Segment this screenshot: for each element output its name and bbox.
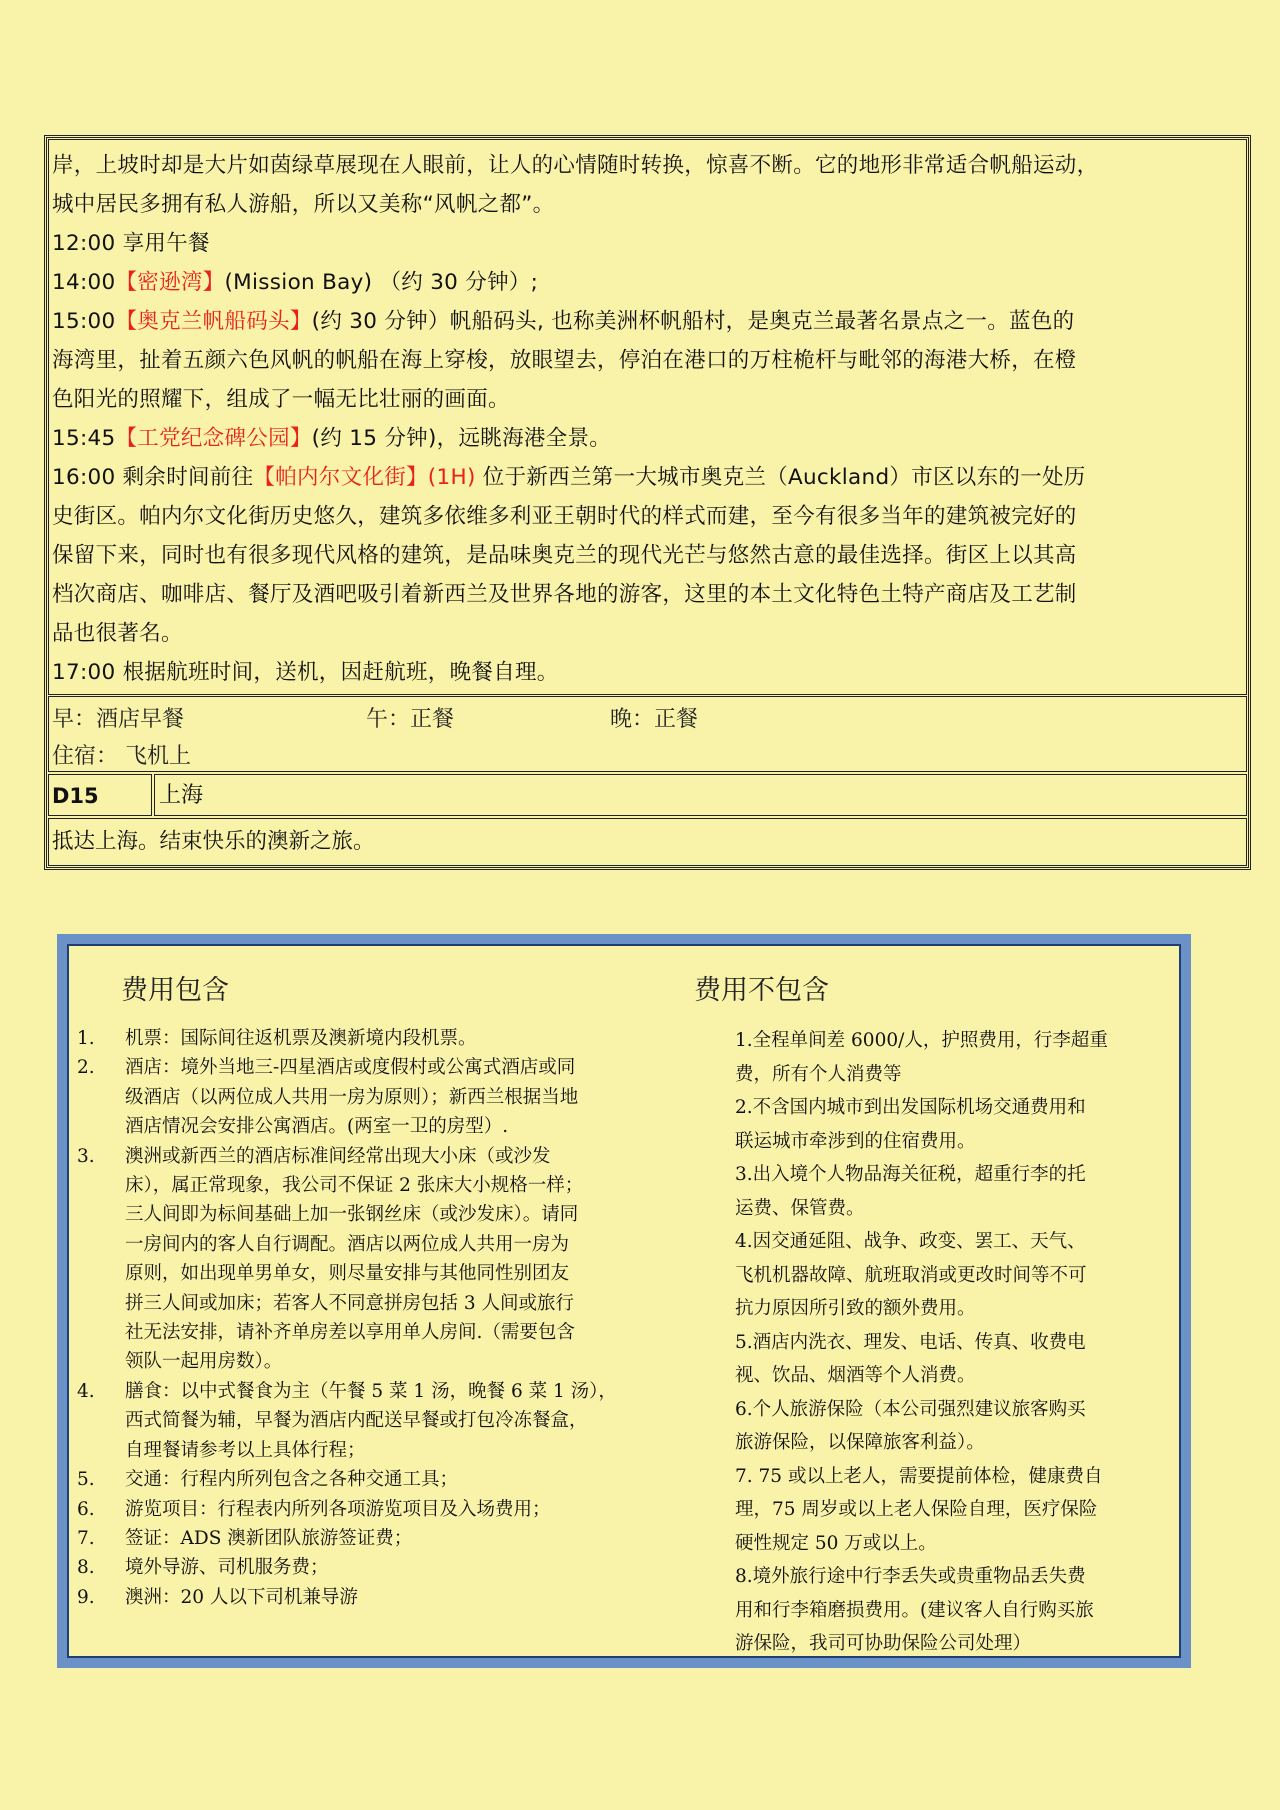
excluded-line: 抗力原因所引致的额外费用。 — [735, 1298, 976, 1319]
item-line: 游览项目：行程表内所列各项游览项目及入场费用； — [125, 1498, 551, 1520]
lunch-label: 午：正餐 — [366, 707, 455, 732]
highlight-text: 【帕内尔文化街】(1H) — [253, 465, 476, 490]
excluded-line: 理，75 周岁或以上老人保险自理，医疗保险 — [735, 1499, 1098, 1520]
item-number: 2. — [77, 1057, 95, 1079]
item-line: 床），属正常现象，我公司不保证 2 张床大小规格一样； — [125, 1175, 584, 1197]
highlight-text: 【工党纪念碑公园】 — [115, 426, 312, 451]
item-line: 澳洲或新西兰的酒店标准间经常出现大小床（或沙发 — [125, 1145, 551, 1167]
desc-text: 12:00 享用午餐 — [52, 231, 210, 256]
excluded-line: 3.出入境个人物品海关征税，超重行李的托 — [735, 1164, 1086, 1185]
excluded-line: 用和行李箱磨损费用。(建议客人自行购买旅 — [735, 1599, 1094, 1621]
desc-text: (约 30 分钟）帆船码头, 也称美洲杯帆船村，是奥克兰最著名景点之一。蓝色的 — [311, 309, 1075, 334]
highlight-text: 【奥克兰帆船码头】 — [115, 309, 312, 334]
desc-text: 17:00 根据航班时间，送机，因赶航班，晚餐自理。 — [52, 660, 559, 685]
item-line: 澳洲：20 人以下司机兼导游 — [125, 1586, 358, 1608]
desc-text: 保留下来，同时也有很多现代风格的建筑，是品味奥克兰的现代光芒与悠然古意的最佳选择。街区上以其高 — [52, 543, 1077, 568]
desc-line — [52, 614, 1243, 653]
item-text — [125, 1524, 677, 1553]
item-number: 5. — [77, 1469, 95, 1491]
excluded-line: 1.全程单间差 6000/人，护照费用，行李超重 — [735, 1030, 1108, 1051]
item-number: 3. — [77, 1145, 95, 1167]
included-item — [77, 1053, 677, 1141]
item-line: 自理餐请参考以上具体行程； — [125, 1439, 366, 1461]
desc-text: (Mission Bay) （约 30 分钟）; — [224, 270, 539, 295]
excluded-line: 8.境外旅行途中行李丢失或贵重物品丢失费 — [735, 1566, 1086, 1587]
desc-line — [52, 341, 1243, 380]
excluded-list — [735, 1024, 1175, 1661]
included-item — [77, 1377, 677, 1465]
desc-text: 海湾里，扯着五颜六色风帆的帆船在海上穿梭，放眼望去，停泊在港口的万柱桅杆与毗邻的海港大桥，在橙 — [52, 348, 1077, 373]
excluded-line: 联运城市牵涉到的住宿费用。 — [735, 1130, 976, 1152]
desc-text: (约 15 分钟)，远眺海港全景。 — [311, 426, 612, 451]
lodging-label: 住宿： 飞机上 — [52, 744, 191, 769]
desc-line — [52, 146, 1243, 185]
item-line: 酒店情况会安排公寓酒店。(两室一卫的房型）. — [125, 1116, 509, 1138]
desc-line — [52, 224, 1243, 263]
item-line: 一房间内的客人自行调配。酒店以两位成人共用一房为 — [125, 1233, 570, 1255]
item-number: 9. — [77, 1586, 95, 1608]
item-line: 境外导游、司机服务费； — [125, 1557, 329, 1579]
item-line: 领队一起用房数）。 — [125, 1351, 283, 1373]
fees-box — [57, 934, 1191, 1668]
included-title: 费用包含 — [121, 975, 229, 1006]
item-number: 7. — [77, 1527, 95, 1549]
item-text — [125, 1465, 677, 1494]
day15-description: 抵达上海。结束快乐的澳新之旅。 — [48, 818, 1247, 866]
desc-line — [52, 185, 1243, 224]
item-text — [125, 1142, 677, 1377]
item-number: 4. — [77, 1380, 95, 1402]
excluded-line: 2.不含国内城市到出发国际机场交通费用和 — [735, 1097, 1086, 1118]
excluded-line: 5.酒店内洗衣、理发、电话、传真、收费电 — [735, 1331, 1086, 1353]
highlight-text: 【密逊湾】 — [115, 270, 225, 295]
item-line: 原则，如出现单男单女，则尽量安排与其他同性别团友 — [125, 1263, 570, 1285]
item-number: 6. — [77, 1498, 95, 1520]
day14-description — [48, 139, 1247, 695]
day-city: 上海 — [154, 774, 1247, 816]
excluded-line: 费，所有个人消费等 — [735, 1063, 902, 1085]
item-line: 酒店：境外当地三-四星酒店或度假村或公寓式酒店或同 — [125, 1057, 576, 1079]
item-text — [125, 1583, 677, 1612]
item-text — [125, 1553, 677, 1582]
desc-line — [52, 653, 1243, 692]
desc-line — [52, 497, 1243, 536]
itinerary-table — [44, 135, 1251, 870]
day15-header — [47, 773, 1248, 817]
item-line: 社无法安排，请补齐单房差以享用单人房间.（需要包含 — [125, 1322, 575, 1344]
item-line: 签证：ADS 澳新团队旅游签证费； — [125, 1527, 413, 1549]
desc-line — [52, 302, 1243, 341]
meals-row — [48, 696, 1247, 772]
desc-line — [52, 380, 1243, 419]
item-text — [125, 1377, 677, 1465]
excluded-line: 视、饮品、烟酒等个人消费。 — [735, 1365, 976, 1386]
item-line: 三人间即为标间基础上加一张钢丝床（或沙发床）。请同 — [125, 1204, 579, 1226]
desc-line — [52, 419, 1243, 458]
excluded-line: 7. 75 或以上老人，需要提前体检，健康费自 — [735, 1465, 1103, 1487]
desc-text: 15:45 — [52, 426, 116, 451]
item-line: 膳食：以中式餐食为主（午餐 5 菜 1 汤，晚餐 6 菜 1 汤）， — [125, 1380, 617, 1402]
item-text — [125, 1053, 677, 1141]
desc-text: 岸，上坡时却是大片如茵绿草展现在人眼前，让人的心情随时转换，惊喜不断。它的地形非常适合帆船运动， — [52, 153, 1099, 178]
excluded-title: 费用不包含 — [694, 975, 829, 1006]
desc-text: 15:00 — [52, 309, 116, 334]
desc-text: 品也很著名。 — [52, 621, 183, 646]
excluded-line: 硬性规定 50 万或以上。 — [735, 1532, 937, 1554]
excluded-line: 运费、保管费。 — [735, 1197, 865, 1219]
item-text — [125, 1495, 677, 1524]
desc-text: 位于新西兰第一大城市奥克兰（Auckland）市区以东的一处历 — [475, 465, 1086, 490]
breakfast-label: 早：酒店早餐 — [52, 707, 185, 732]
excluded-line: 4.因交通延阻、战争、政变、罢工、天气、 — [735, 1231, 1086, 1252]
included-item — [77, 1553, 677, 1582]
item-line: 西式简餐为辅，早餐为酒店内配送早餐或打包冷冻餐盒， — [125, 1410, 588, 1432]
included-item — [77, 1583, 677, 1612]
item-line: 机票：国际间往返机票及澳新境内段机票。 — [125, 1028, 477, 1049]
excluded-line: 飞机机器故障、航班取消或更改时间等不可 — [735, 1264, 1087, 1286]
desc-line — [52, 575, 1243, 614]
desc-line — [52, 263, 1243, 302]
item-number: 1. — [77, 1028, 95, 1049]
item-line: 级酒店（以两位成人共用一房为原则）；新西兰根据当地 — [125, 1086, 579, 1108]
included-item — [77, 1024, 677, 1053]
desc-line — [52, 536, 1243, 575]
included-item — [77, 1142, 677, 1377]
included-item — [77, 1524, 677, 1553]
desc-line — [52, 458, 1243, 497]
item-line: 拼三人间或加床；若客人不同意拼房包括 3 人间或旅行 — [125, 1292, 575, 1314]
desc-text: 16:00 剩余时间前往 — [52, 465, 254, 490]
included-item — [77, 1465, 677, 1494]
desc-text: 色阳光的照耀下，组成了一幅无比壮丽的画面。 — [52, 387, 510, 412]
item-text — [125, 1024, 677, 1053]
desc-text: 城中居民多拥有私人游船，所以又美称“风帆之都”。 — [52, 192, 555, 217]
included-list — [77, 1024, 677, 1612]
item-line: 交通：行程内所列包含之各种交通工具； — [125, 1469, 459, 1491]
excluded-line: 游保险，我司可协助保险公司处理） — [735, 1633, 1032, 1654]
desc-text: 史街区。帕内尔文化街历史悠久，建筑多依维多利亚王朝时代的样式而建，至今有很多当年的建筑被完好的 — [52, 504, 1077, 529]
dinner-label: 晚：正餐 — [610, 707, 699, 732]
excluded-line: 6.个人旅游保险（本公司强烈建议旅客购买 — [735, 1398, 1086, 1420]
included-item — [77, 1495, 677, 1524]
item-number: 8. — [77, 1557, 95, 1579]
excluded-line: 旅游保险，以保障旅客利益）。 — [735, 1432, 985, 1453]
day-code: D15 — [48, 774, 152, 816]
desc-text: 档次商店、咖啡店、餐厅及酒吧吸引着新西兰及世界各地的游客，这里的本土文化特色土特产商店及工艺制 — [52, 582, 1077, 607]
desc-text: 14:00 — [52, 270, 116, 295]
